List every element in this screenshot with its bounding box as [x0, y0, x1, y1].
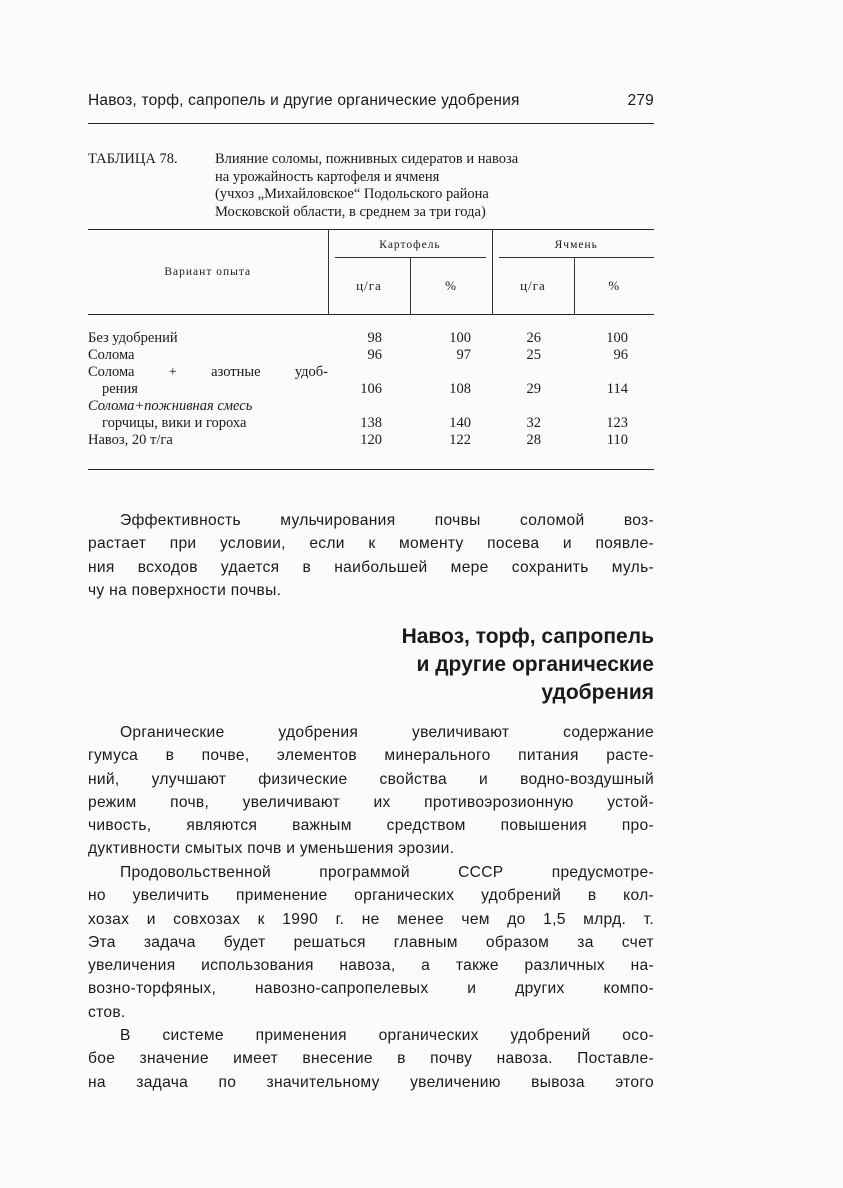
- paragraph-line: Продовольственной программой СССР предусмотре-: [120, 864, 654, 881]
- cell-potato-yield: 106: [360, 381, 382, 397]
- cell-barley-percent: 114: [606, 381, 628, 397]
- paragraph-line: режим почв, увеличивают их противоэрозионную устой-: [88, 793, 654, 811]
- table-caption-line-1: Влияние соломы, пожнивных сидератов и навоза: [215, 151, 519, 167]
- section-title: [254, 623, 654, 707]
- yield-table: [88, 229, 654, 470]
- paragraph-line: чу на поверхности почвы.: [88, 581, 282, 599]
- section-title-line-1: Навоз, торф, сапропель: [401, 625, 654, 648]
- header-group-barley-label: Ячмень: [499, 230, 655, 258]
- running-head: [88, 92, 654, 110]
- table-caption-line-2: на урожайность картофеля и ячменя: [215, 168, 440, 185]
- cell-potato-percent: 108: [449, 381, 471, 397]
- paragraph-line: В системе применения органических удобрений осо-: [120, 1027, 654, 1044]
- cell-barley-percent: 123: [606, 415, 628, 431]
- table-row: [88, 364, 654, 398]
- row-variant-line-1: Солома+пожнивная смесь: [88, 398, 253, 414]
- header-group-potato-label: Картофель: [335, 230, 486, 258]
- table-row: [88, 398, 654, 432]
- paragraph-line: возно-торфяных, навозно-сапропелевых и других компо-: [88, 980, 654, 998]
- paragraph-line: ния всходов удается в наибольшей мере сохранить муль-: [88, 558, 654, 576]
- paragraph-line: гумуса в почве, элементов минерального питания расте-: [88, 747, 654, 765]
- row-variant: [88, 364, 328, 398]
- row-variant-line-1: Солома + азотные удоб-: [88, 364, 328, 380]
- section-title-line-2: и другие органические: [416, 653, 654, 676]
- table-row: [88, 330, 654, 347]
- cell-potato-yield: 138: [360, 415, 382, 431]
- cell-barley-yield: 28: [526, 432, 541, 448]
- section-title-line-3: удобрения: [541, 681, 654, 704]
- row-variant-line-2: горчицы, вики и гороха: [102, 415, 247, 431]
- paragraph-food-program: [88, 861, 654, 1024]
- book-page: [88, 0, 654, 1188]
- row-variant: [88, 398, 328, 432]
- cell-potato-yield: 120: [360, 432, 382, 448]
- running-head-title: Навоз, торф, сапропель и другие органические удобрения: [88, 92, 520, 109]
- paragraph-line: на задача по значительному увеличению вывоза этого: [88, 1073, 654, 1091]
- row-variant-line-2: рения: [102, 381, 138, 397]
- table-row: [88, 432, 654, 449]
- table-row: [88, 347, 654, 364]
- header-group-barley: [492, 230, 654, 259]
- cell-potato-percent: 100: [449, 330, 471, 346]
- row-variant: Без удобрений: [88, 330, 178, 346]
- paragraph-line: дуктивности смытых почв и уменьшения эрозии.: [88, 840, 455, 858]
- paragraph-line: но увеличить применение органических удобрений в кол-: [88, 887, 654, 905]
- paragraph-line: растает при условии, если к моменту посева и появле-: [88, 535, 654, 553]
- cell-barley-yield: 26: [526, 330, 541, 346]
- paragraph-line: стов.: [88, 1003, 126, 1021]
- header-group-potato: [328, 230, 492, 259]
- table-caption-label: ТАБЛИЦА 78.: [88, 151, 178, 167]
- table-caption-line-3: (учхоз „Михайловское“ Подольского района: [215, 186, 489, 202]
- table-caption: [88, 151, 654, 221]
- paragraph-line: Органические удобрения увеличивают содержание: [120, 724, 654, 741]
- table-spacer: [88, 315, 654, 330]
- cell-potato-yield: 96: [367, 347, 382, 363]
- paragraph-line: Эффективность мульчирования почвы соломой воз-: [120, 512, 654, 529]
- paragraph-organic-fertilizers: [88, 721, 654, 861]
- header-rule: [88, 123, 654, 124]
- paragraph-line: чивость, являются важным средством повышения про-: [88, 817, 654, 835]
- cell-potato-percent: 122: [449, 432, 471, 448]
- cell-barley-yield: 32: [526, 415, 541, 431]
- cell-potato-percent: 140: [449, 415, 471, 431]
- cell-barley-yield: 25: [526, 347, 541, 363]
- paragraph-line: хозах и совхозах к 1990 г. не менее чем до 1,5 млрд. т.: [88, 910, 654, 928]
- table-bottom-rule: [88, 449, 654, 470]
- header-potato-unit: ц/га: [328, 258, 410, 315]
- paragraph-mulching: [88, 509, 654, 602]
- header-variant: Вариант опыта: [88, 230, 328, 315]
- cell-barley-yield: 29: [526, 381, 541, 397]
- cell-potato-percent: 97: [456, 347, 471, 363]
- cell-barley-percent: 110: [606, 432, 628, 448]
- row-variant: Солома: [88, 347, 135, 363]
- table-caption-line-4: Московской области, в среднем за три года): [215, 203, 486, 220]
- header-barley-unit: ц/га: [492, 258, 574, 315]
- paragraph-line: ний, улучшают физические свойства и водно-воздушный: [88, 770, 654, 788]
- header-potato-percent: %: [410, 258, 492, 315]
- page-number: 279: [627, 92, 654, 109]
- cell-barley-percent: 100: [606, 330, 628, 346]
- cell-potato-yield: 98: [367, 330, 382, 346]
- paragraph-manure: [88, 1024, 654, 1094]
- paragraph-line: увеличения использования навоза, а также различных на-: [88, 957, 654, 975]
- header-barley-percent: %: [608, 278, 621, 293]
- row-variant: Навоз, 20 т/га: [88, 432, 173, 448]
- paragraph-line: Эта задача будет решаться главным образом за счет: [88, 933, 654, 951]
- cell-barley-percent: 96: [613, 347, 628, 363]
- paragraph-line: бое значение имеет внесение в почву навоза. Поставле-: [88, 1050, 654, 1068]
